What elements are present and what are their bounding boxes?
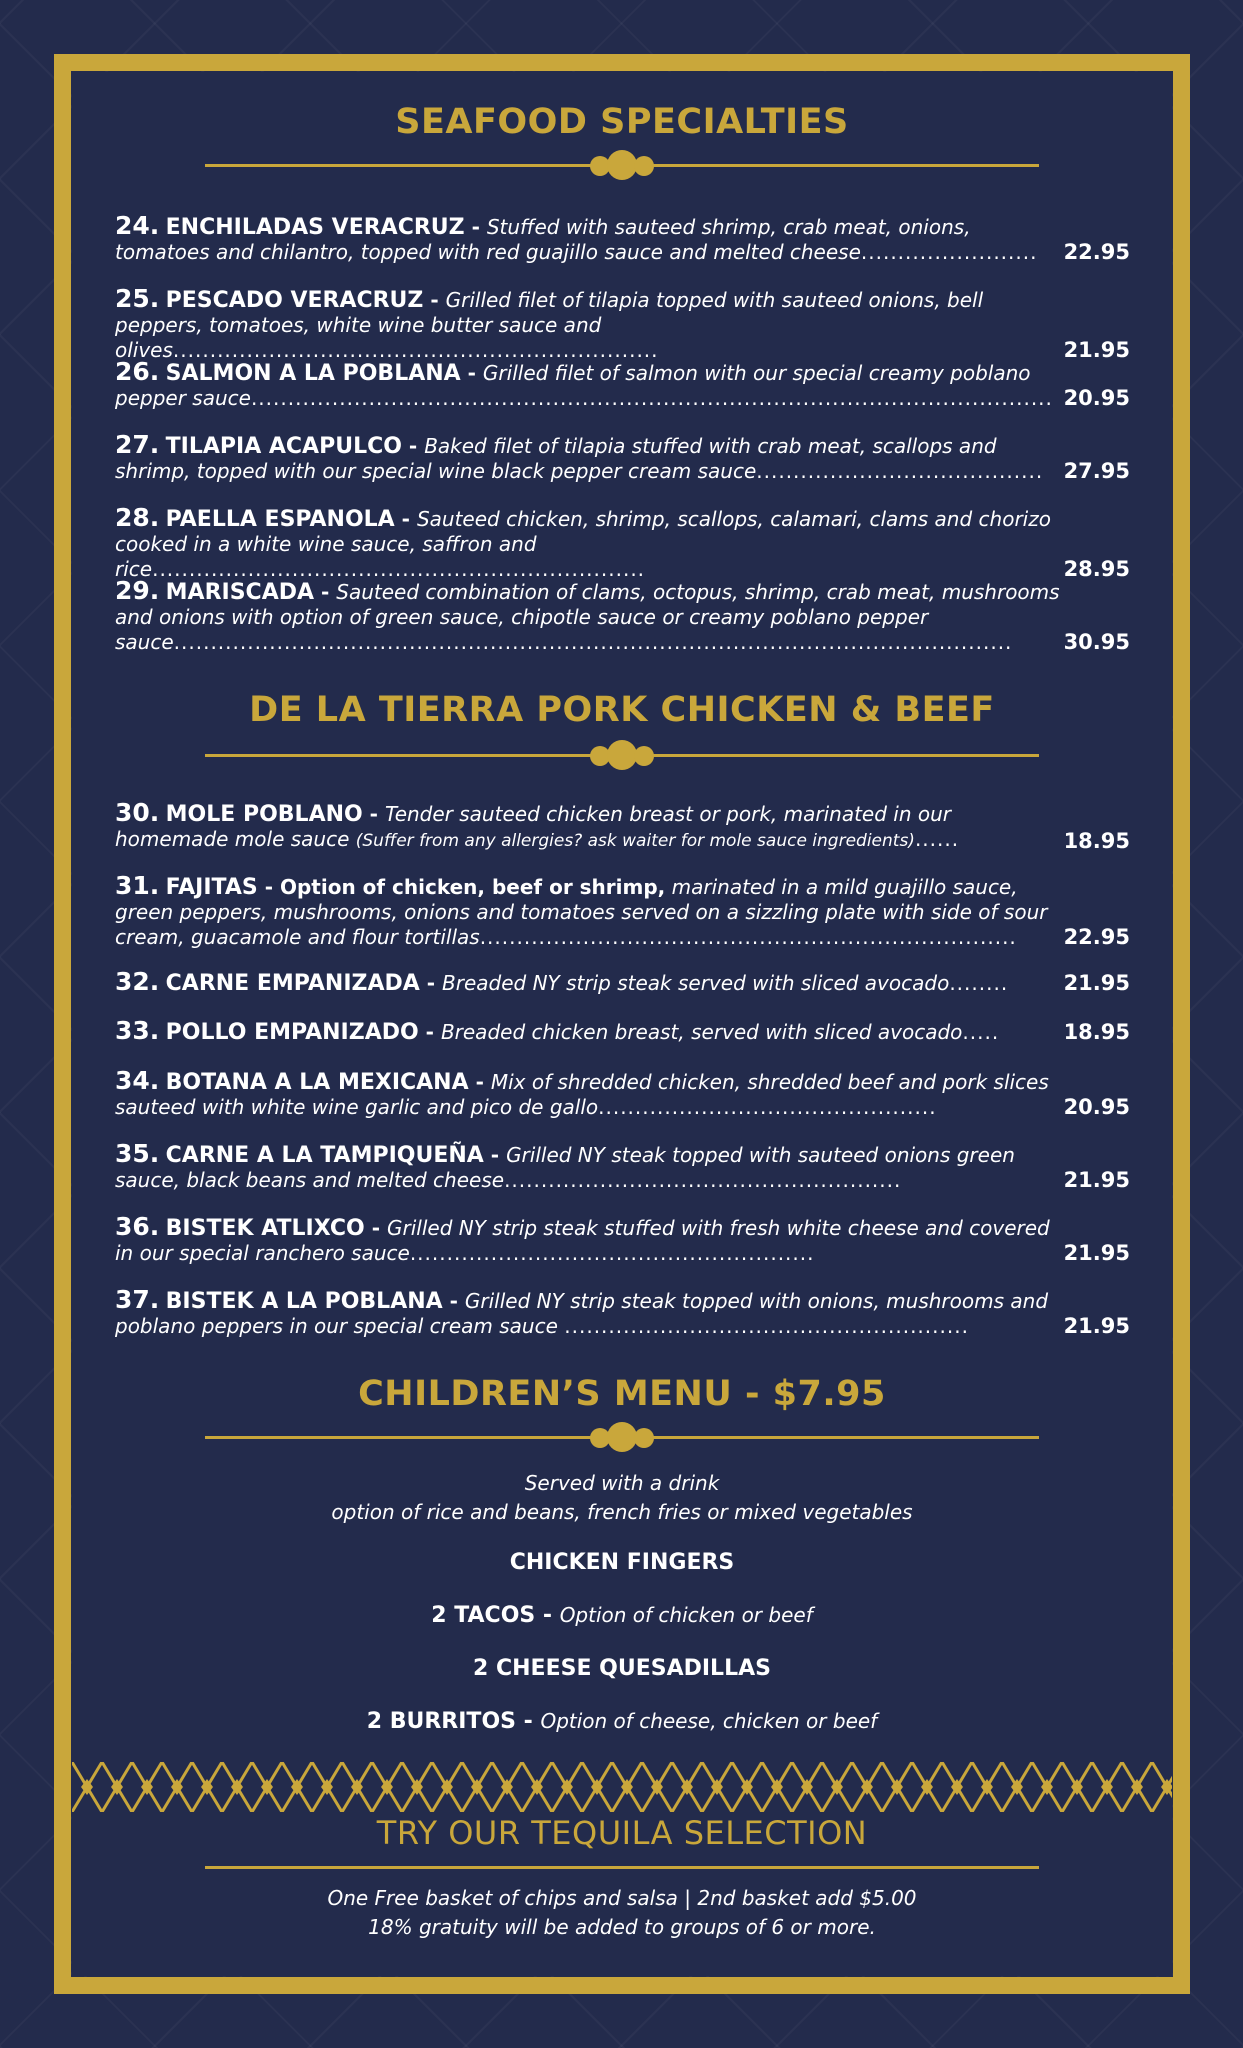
item-name: BOTANA A LA MEXICANA [165, 1070, 469, 1095]
item-price: 20.95 [1063, 1095, 1130, 1119]
menu-item: 30. MOLE POBLANO - Tender sauteed chicken breast or pork, marinated in our homemade mole sauce (Suffer from any allergies? ask waiter for mole sauce ingredients)...... 18.95 [115, 800, 1130, 853]
item-name: MOLE POBLANO [165, 802, 363, 827]
item-lead: Option of chicken, beef or shrimp, [279, 875, 666, 899]
item-name: TILAPIA ACAPULCO [165, 434, 402, 459]
item-description: marinated in a mild guajillo sauce, green peppers, mushrooms, onions and tomatoes served on a sizzling plate with side of sour cream, guacamole and flour tortillas [115, 875, 1048, 949]
item-name: PESCADO VERACRUZ [165, 288, 424, 313]
item-description: Grilled NY steak topped with sauteed onions green sauce, black beans and melted cheese [115, 1143, 1015, 1192]
item-description: Grilled NY strip steak stuffed with fresh white cheese and covered in our special ranchero sauce [115, 1216, 1050, 1265]
seafood-divider [205, 150, 1039, 180]
zigzag-border-band [72, 1762, 1172, 1812]
children-note-line1: Served with a drink [524, 1471, 720, 1495]
item-description: Baked filet of tilapia stuffed with crab meat, scallops and shrimp, topped with our special wine black pepper cream sauce [115, 434, 997, 483]
item-description: Sauteed chicken, shrimp, scallops, calamari, clams and chorizo cooked in a white wine sauce, saffron and rice [115, 507, 1051, 581]
item-name: PAELLA ESPANOLA [165, 507, 395, 532]
item-description: Grilled filet of tilapia topped with sauteed onions, bell peppers, tomatoes, white wine butter sauce and olives [115, 288, 984, 362]
menu-panel [72, 72, 1172, 1976]
tierra-divider [205, 740, 1039, 770]
item-price: 28.95 [1063, 557, 1130, 581]
item-name: SALMON A LA POBLANA [165, 361, 461, 386]
item-price: 21.95 [1063, 1168, 1130, 1192]
item-name: BISTEK ATLIXCO [165, 1216, 365, 1241]
item-description: Stuffed with sauteed shrimp, crab meat, onions, tomatoes and chilantro, topped with red guajillo sauce and melted cheese [115, 215, 971, 264]
children-divider [205, 1422, 1039, 1452]
menu-item: 32. CARNE EMPANIZADA - Breaded NY strip steak served with sliced avocado........ 21.95 [115, 969, 1130, 996]
menu-item: 33. POLLO EMPANIZADO - Breaded chicken breast, served with sliced avocado..... 18.95 [115, 1018, 1130, 1045]
footer-chips-note: One Free basket of chips and salsa | 2nd basket add $5.00 [327, 1886, 917, 1910]
item-price: 21.95 [1063, 971, 1130, 995]
children-item: 2 BURRITOS - Option of cheese, chicken or beef [366, 1709, 878, 1734]
seafood-section-title: SEAFOOD SPECIALTIES [395, 102, 849, 142]
menu-item: 35. CARNE A LA TAMPIQUEÑA - Grilled NY steak topped with sauteed onions green sauce, black beans and melted cheese...................................................... 21.95 [115, 1141, 1130, 1192]
item-name: BISTEK A LA POBLANA [165, 1289, 443, 1314]
item-price: 18.95 [1063, 1020, 1130, 1044]
item-price: 21.95 [1063, 338, 1130, 362]
item-description: Breaded NY strip steak served with sliced avocado [442, 971, 950, 995]
menu-item: 24. ENCHILADAS VERACRUZ - Stuffed with sauteed shrimp, crab meat, onions, tomatoes and chilantro, topped with red guajillo sauce and melted cheese........................ 22.95 [115, 213, 1130, 264]
children-note-line2: option of rice and beans, french fries or mixed vegetables [331, 1500, 913, 1524]
children-item: CHICKEN FINGERS [509, 1550, 735, 1575]
menu-item: 29. MARISCADA - Sauteed combination of clams, octopus, shrimp, crab meat, mushrooms and onions with option of green sauce, chipotle sauce or creamy poblano pepper sauce.................................................................................................................. 30.95 [115, 578, 1130, 654]
menu-item: 26. SALMON A LA POBLANA - Grilled filet of salmon with our special creamy poblano pepper sauce............................................................................................................. 20.95 [115, 359, 1130, 410]
children-item: 2 TACOS - Option of chicken or beef [431, 1603, 813, 1628]
item-price: 21.95 [1063, 1241, 1130, 1265]
tequila-divider [205, 1852, 1039, 1882]
menu-item: 37. BISTEK A LA POBLANA - Grilled NY strip steak topped with onions, mushrooms and poblano peppers in our special cream sauce ....................................................... 21.95 [115, 1287, 1130, 1338]
item-description: Breaded chicken breast, served with sliced avocado [440, 1020, 963, 1044]
item-price: 30.95 [1063, 630, 1130, 654]
item-price: 27.95 [1063, 459, 1130, 483]
menu-item: 27. TILAPIA ACAPULCO - Baked filet of tilapia stuffed with crab meat, scallops and shrimp, topped with our special wine black pepper cream sauce....................................... 27.95 [115, 432, 1130, 483]
item-name: CARNE A LA TAMPIQUEÑA [165, 1143, 484, 1168]
item-name: POLLO EMPANIZADO [165, 1020, 419, 1045]
menu-item: 34. BOTANA A LA MEXICANA - Mix of shredded chicken, shredded beef and pork slices sauteed with white wine garlic and pico de gallo.............................................. 20.95 [115, 1068, 1130, 1119]
tierra-section-title: DE LA TIERRA PORK CHICKEN & BEEF [249, 690, 995, 730]
menu-item: 31. FAJITAS - Option of chicken, beef or shrimp, marinated in a mild guajillo sauce, green peppers, mushrooms, onions and tomatoes served on a sizzling plate with side of sour cream, guacamole and flour tortillas......................................................................... 22.95 [115, 873, 1130, 949]
footer-gratuity-note: 18% gratuity will be added to groups of 6 or more. [368, 1915, 876, 1939]
item-description: Tender sauteed chicken breast or pork, marinated in our homemade mole sauce [115, 802, 951, 851]
item-name: MARISCADA [165, 580, 315, 605]
item-name: CARNE EMPANIZADA [165, 971, 420, 996]
item-description: Mix of shredded chicken, shredded beef and pork slices sauteed with white wine garlic and pico de gallo [115, 1070, 1049, 1119]
item-description: Grilled filet of salmon with our special creamy poblano pepper sauce [115, 361, 1031, 410]
item-description: Grilled NY strip steak topped with onions, mushrooms and poblano peppers in our special cream sauce [115, 1289, 1049, 1338]
menu-item: 28. PAELLA ESPANOLA - Sauteed chicken, shrimp, scallops, calamari, clams and chorizo cooked in a white wine sauce, saffron and rice................................................................... 28.95 [115, 505, 1130, 581]
menu-item: 36. BISTEK ATLIXCO - Grilled NY strip steak stuffed with fresh white cheese and covered in our special ranchero sauce....................................................... 21.95 [115, 1214, 1130, 1265]
children-section-title: CHILDREN’S MENU - $7.95 [358, 1374, 886, 1414]
item-price: 20.95 [1063, 386, 1130, 410]
item-price: 22.95 [1063, 240, 1130, 264]
item-name: ENCHILADAS VERACRUZ [165, 215, 465, 240]
allergy-note: (Suffer from any allergies? ask waiter for mole sauce ingredients) [355, 831, 915, 851]
item-price: 22.95 [1063, 925, 1130, 949]
tequila-section-title: TRY OUR TEQUILA SELECTION [376, 1814, 868, 1852]
item-name: FAJITAS [165, 875, 258, 900]
item-price: 18.95 [1063, 829, 1130, 853]
menu-item: 25. PESCADO VERACRUZ - Grilled filet of tilapia topped with sauteed onions, bell peppers, tomatoes, white wine butter sauce and olives.................................................................. 21.95 [115, 286, 1130, 362]
item-price: 21.95 [1063, 1314, 1130, 1338]
item-description: Sauteed combination of clams, octopus, shrimp, crab meat, mushrooms and onions with option of green sauce, chipotle sauce or creamy poblano pepper sauce [115, 580, 1060, 654]
children-item: 2 CHEESE QUESADILLAS [473, 1656, 771, 1681]
